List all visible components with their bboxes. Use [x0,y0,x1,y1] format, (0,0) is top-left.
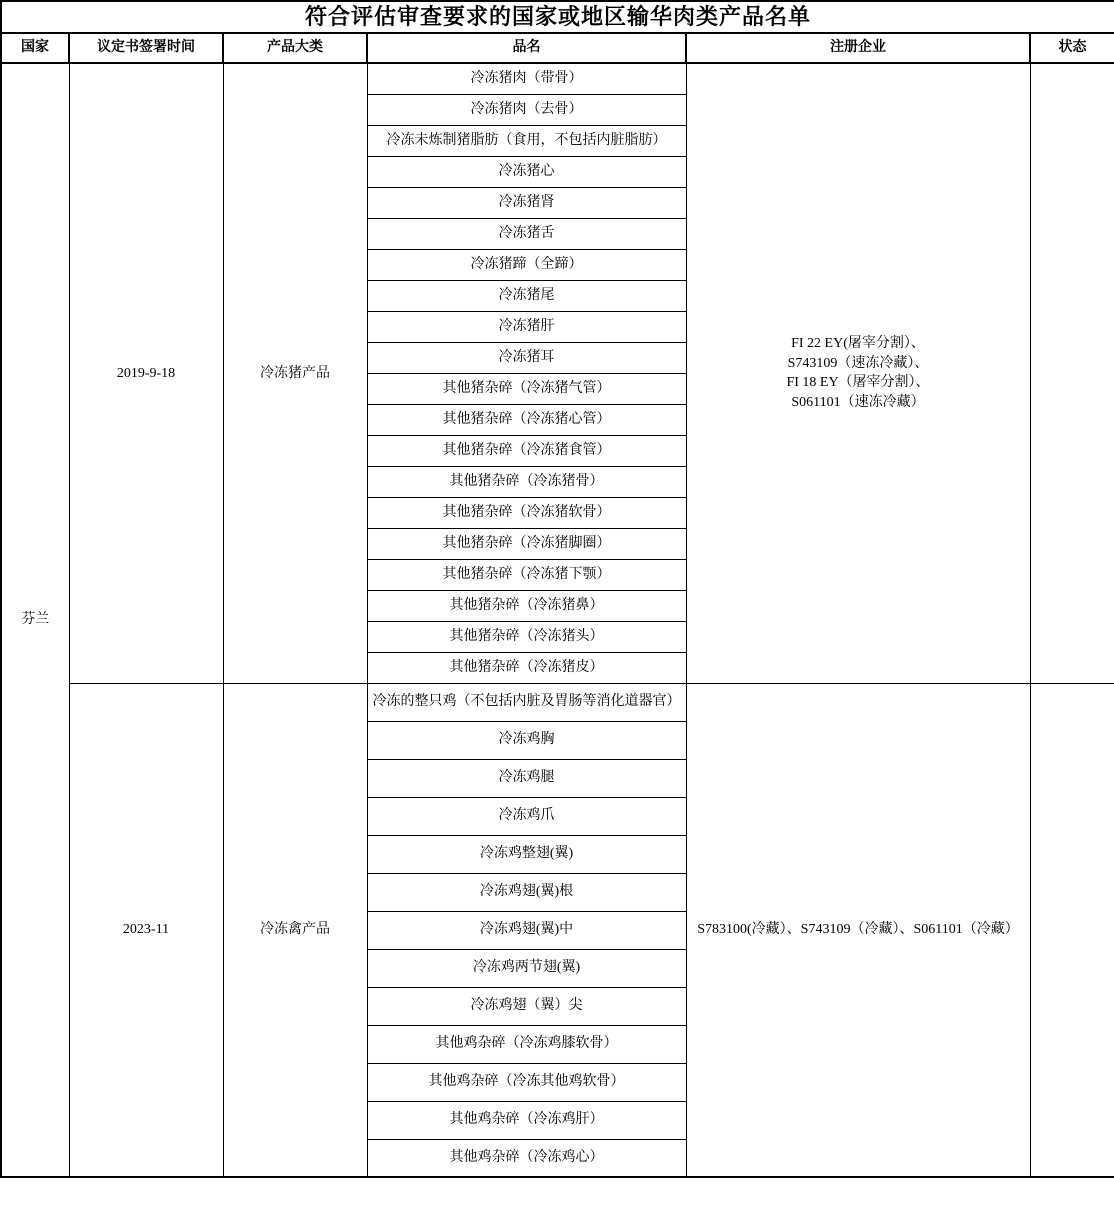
product-cell: 其他猪杂碎（冷冻猪脚圈） [367,528,686,559]
col-header-country: 国家 [1,33,69,63]
table-row [1,683,1114,721]
product-cell: 其他鸡杂碎（冷冻鸡膝软骨） [367,1025,686,1063]
product-cell: 冷冻鸡翅（翼）尖 [367,987,686,1025]
page-title: 符合评估审查要求的国家或地区输华肉类产品名单 [1,1,1114,33]
product-cell: 冷冻鸡腿 [367,759,686,797]
title-row [1,1,1114,33]
col-header-status: 状态 [1030,33,1114,63]
enterprise-line: S061101（速冻冷藏） [791,394,925,410]
product-cell: 冷冻鸡两节翅(翼) [367,949,686,987]
product-cell: 其他猪杂碎（冷冻猪食管） [367,435,686,466]
product-cell: 冷冻猪尾 [367,280,686,311]
enterprise-cell [686,63,1030,683]
product-cell: 其他猪杂碎（冷冻猪皮） [367,652,686,683]
status-cell [1030,683,1114,1177]
product-cell: 冷冻猪蹄（全蹄） [367,249,686,280]
product-cell: 冷冻鸡翅(翼)中 [367,911,686,949]
product-cell: 冷冻猪肝 [367,311,686,342]
product-cell: 其他鸡杂碎（冷冻鸡肝） [367,1101,686,1139]
product-cell: 其他猪杂碎（冷冻猪鼻） [367,590,686,621]
col-header-registered-enterprise: 注册企业 [686,33,1030,63]
country-cell: 芬兰 [1,63,69,1177]
product-cell: 其他猪杂碎（冷冻猪心管） [367,404,686,435]
sign-date-cell: 2023-11 [69,683,223,1177]
product-cell: 其他猪杂碎（冷冻猪下颚） [367,559,686,590]
product-cell: 其他猪杂碎（冷冻猪气管） [367,373,686,404]
enterprise-line: FI 18 EY（屠宰分割）、 [786,375,930,391]
product-cell: 其他鸡杂碎（冷冻其他鸡软骨） [367,1063,686,1101]
product-cell: 冷冻猪舌 [367,218,686,249]
product-cell: 冷冻猪肉（带骨） [367,63,686,94]
col-header-sign-date: 议定书签署时间 [69,33,223,63]
col-header-product-name: 品名 [367,33,686,63]
product-cell: 其他猪杂碎（冷冻猪骨） [367,466,686,497]
enterprise-line: S743109（速冻冷藏）、 [787,355,929,371]
product-cell: 冷冻的整只鸡（不包括内脏及胃肠等消化道器官） [367,683,686,721]
product-cell: 冷冻猪耳 [367,342,686,373]
product-cell: 其他猪杂碎（冷冻猪软骨） [367,497,686,528]
status-cell [1030,63,1114,683]
category-cell: 冷冻猪产品 [223,63,367,683]
product-cell: 冷冻猪心 [367,156,686,187]
product-cell: 冷冻鸡胸 [367,721,686,759]
product-cell: 冷冻鸡翅(翼)根 [367,873,686,911]
table-row [1,63,1114,94]
header-row [1,33,1114,63]
product-cell: 冷冻鸡整翅(翼) [367,835,686,873]
product-cell: 冷冻未炼制猪脂肪（食用，不包括内脏脂肪） [367,125,686,156]
enterprise-cell [686,683,1030,1177]
enterprise-line: FI 22 EY(屠宰分割）、 [791,336,925,352]
product-cell: 其他鸡杂碎（冷冻鸡心） [367,1139,686,1177]
col-header-category: 产品大类 [223,33,367,63]
product-cell: 冷冻猪肉（去骨） [367,94,686,125]
product-cell: 冷冻鸡爪 [367,797,686,835]
category-cell: 冷冻禽产品 [223,683,367,1177]
enterprise-line: S783100(冷藏）、S743109（冷藏）、S061101（冷藏） [697,921,1019,937]
product-cell: 其他猪杂碎（冷冻猪头） [367,621,686,652]
product-cell: 冷冻猪肾 [367,187,686,218]
sign-date-cell: 2019-9-18 [69,63,223,683]
